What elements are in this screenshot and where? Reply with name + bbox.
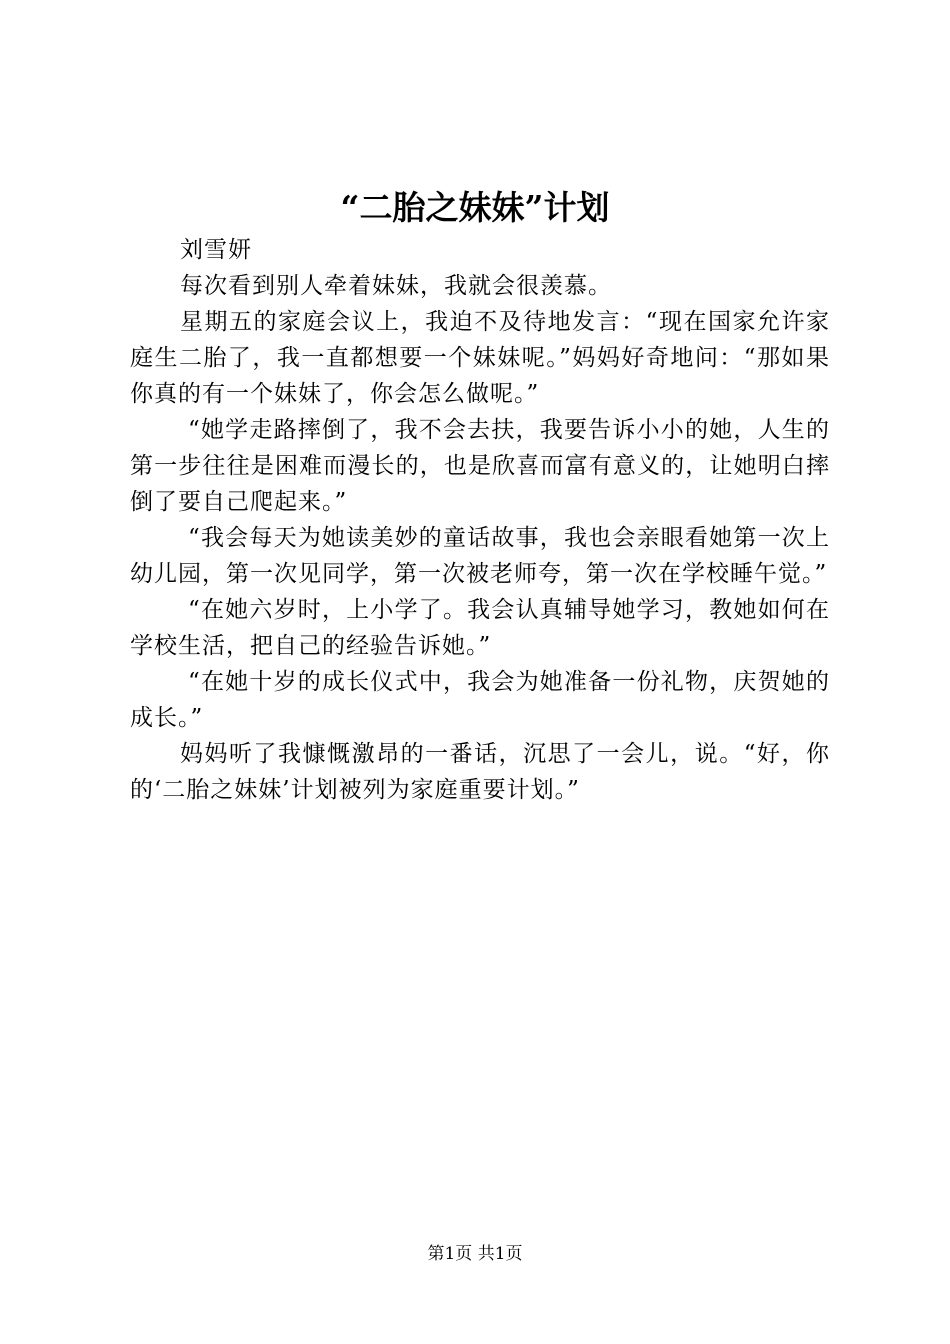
paragraph-3: “她学走路摔倒了，我不会去扶，我要告诉小小的她，人生的第一步往往是困难而漫长的，也是欣喜而富有意义的，让她明白摔倒了要自己爬起来。” bbox=[130, 417, 830, 515]
paragraph-6: “在她十岁的成长仪式中，我会为她准备一份礼物，庆贺她的成长。” bbox=[130, 669, 830, 731]
document-title: “二胎之妹妹”计划 bbox=[340, 188, 610, 227]
paragraph-7: 妈妈听了我慷慨激昂的一番话，沉思了一会儿，说。“好，你的‘二胎之妹妹’计划被列为家庭重要计划。” bbox=[130, 741, 830, 803]
paragraph-2: 星期五的家庭会议上，我迫不及待地发言：“现在国家允许家庭生二胎了，我一直都想要一个妹妹呢。”妈妈好奇地问：“那如果你真的有一个妹妹了，你会怎么做呢。” bbox=[130, 309, 830, 407]
author-line: 刘雪妍 bbox=[180, 237, 252, 263]
paragraph-1: 每次看到别人牵着妹妹，我就会很羡慕。 bbox=[180, 273, 612, 299]
page-footer: 第1页 共1页 bbox=[427, 1244, 523, 1264]
paragraph-4: “我会每天为她读美妙的童话故事，我也会亲眼看她第一次上幼儿园，第一次见同学，第一次被老师夸，第一次在学校睡午觉。” bbox=[130, 525, 830, 587]
document-body bbox=[130, 232, 830, 808]
paragraph-5: “在她六岁时，上小学了。我会认真辅导她学习，教她如何在学校生活，把自己的经验告诉她。” bbox=[130, 597, 830, 659]
